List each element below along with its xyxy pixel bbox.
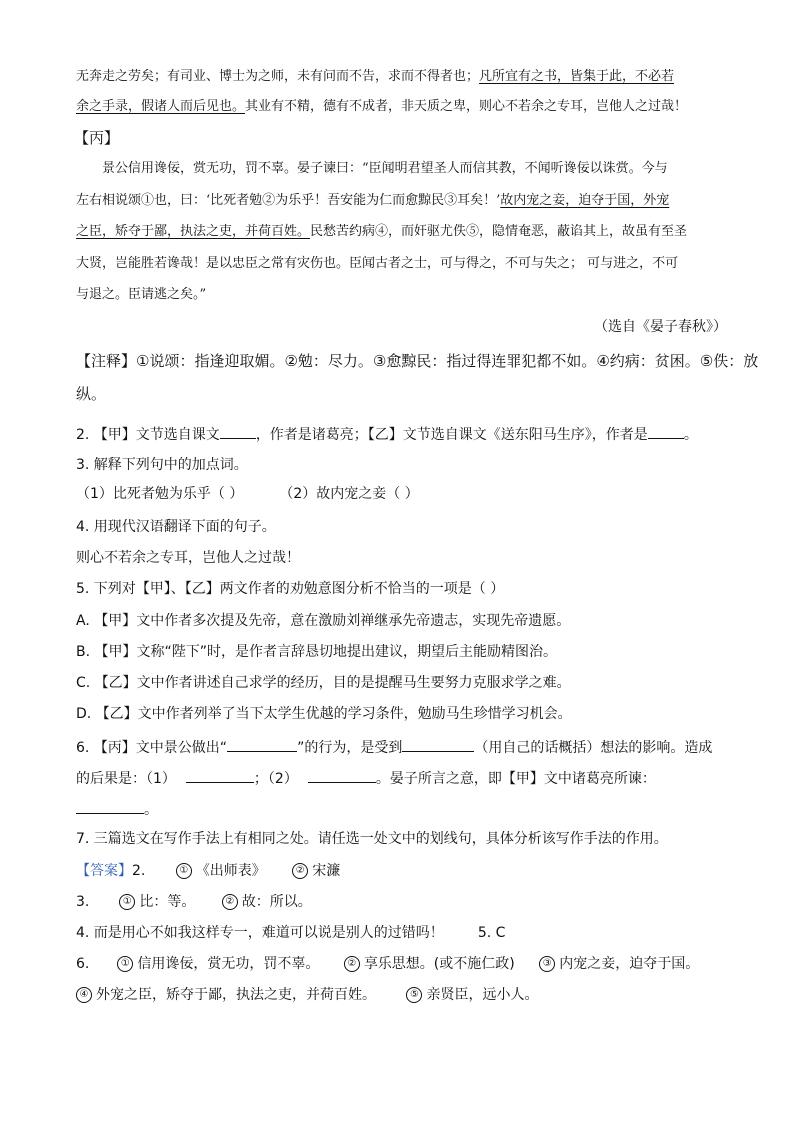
notes-line: 纵。 bbox=[76, 385, 107, 403]
question-6-line3: 。 bbox=[76, 799, 158, 819]
question-3-items: （1）比死者勉为乐乎（ ） （2）故内宠之妾（ ） bbox=[76, 486, 419, 502]
section-heading-bing: 【丙】 bbox=[74, 129, 120, 147]
answer-3: 3. ① 比：等。 ② 故：所以。 bbox=[76, 894, 312, 910]
answer-6: 6. ① 信用谗佞，赏无功，罚不辜。 ② 享乐思想。(或不施仁政) ③ 内宠之妾，迫夺于国。 bbox=[76, 956, 700, 972]
question-4-sentence: 则心不若余之专耳，岂他人之过哉！ bbox=[76, 550, 300, 566]
question-6: 6. 【丙】文中景公做出“ ”的行为，是受到 （用自己的话概括）想法的影响。造成 bbox=[76, 737, 712, 757]
answer-tag: 【答案】 bbox=[76, 863, 132, 879]
passage-line: 余之手录，假诸人而后见也。其业有不精，德有不成者，非天质之卑，则心不若余之专耳，岂他人之过哉！ bbox=[76, 99, 688, 114]
source-citation: （选自《晏子春秋》） bbox=[594, 319, 727, 335]
question-5: 5. 下列对【甲】、【乙】两文作者的劝勉意图分析不恰当的一项是（ ） bbox=[76, 581, 505, 597]
option-d: D. 【乙】文中作者列举了当下太学生优越的学习条件，勉励马生珍惜学习机会。 bbox=[76, 706, 572, 722]
option-c: C. 【乙】文中作者讲述自己求学的经历，目的是提醒马生要努力克服求学之难。 bbox=[76, 675, 571, 691]
option-a: A. 【甲】文中作者多次提及先帝，意在激励刘禅继承先帝遗志，实现先帝遗愿。 bbox=[76, 613, 571, 629]
passage-line: 景公信用谗佞，赏无功，罚不辜。晏子谏曰：“臣闻明君望圣人而信其教，不闻听谗佞以诛赏。今与 bbox=[102, 161, 668, 176]
passage-line: 无奔走之劳矣；有司业、博士为之师，未有问而不告，求而不得者也；凡所宜有之书，皆集于此，不必若 bbox=[76, 69, 675, 84]
answer-2: 【答案】2. ① 《出师表》 ② 宋濂 bbox=[76, 863, 341, 879]
question-7: 7. 三篇选文在写作手法上有相同之处。请任选一处文中的划线句，具体分析该写作手法的作用。 bbox=[76, 831, 668, 847]
notes-line: 【注释】①说颂：指逢迎取媚。②勉：尽力。③愈黥民：指过得连罪犯都不如。④约病：贫困。⑤佚：放 bbox=[76, 352, 759, 370]
passage-line: 之臣，矫夺于鄙，执法之吏，并荷百姓。民愁苦约病④，而奸驱尤佚⑤，隐情奄恶，蔽谄其上，故虽有至圣 bbox=[76, 224, 688, 239]
question-6-line2: 的后果是：（1） ；（2） 。晏子所言之意，即【甲】文中诸葛亮所谏： bbox=[76, 768, 656, 788]
passage-line: 大贤，岂能胜若谗哉！是以忠臣之常有灾伤也。臣闻古者之士，可与得之，不可与失之； 可与进之，不可 bbox=[76, 256, 679, 271]
answer-4-5: 4. 而是用心不如我这样专一，难道可以说是别人的过错吗！ 5. C bbox=[76, 925, 506, 941]
answer-6-cont: ④ 外宠之臣，矫夺于鄙，执法之吏，并荷百姓。 ⑤ 亲贤臣，远小人。 bbox=[76, 986, 538, 1004]
passage-line: 与退之。臣请逃之矣。” bbox=[76, 287, 207, 302]
question-4: 4. 用现代汉语翻译下面的句子。 bbox=[76, 519, 276, 535]
question-3: 3. 解释下列句中的加点词。 bbox=[76, 457, 248, 473]
question-2: 2. 【甲】文节选自课文 ，作者是诸葛亮；【乙】文节选自课文《送东阳马生序》，作者是 。 bbox=[76, 424, 698, 444]
passage-line: 左右相说颂①也，曰：‘比死者勉②为乐乎！吾安能为仁而愈黥民③耳矣！’故内宠之妾，迫夺于国，外宠 bbox=[76, 193, 670, 208]
option-b: B. 【甲】文称“陛下”时，是作者言辞恳切地提出建议，期望后主能励精图治。 bbox=[76, 644, 558, 660]
